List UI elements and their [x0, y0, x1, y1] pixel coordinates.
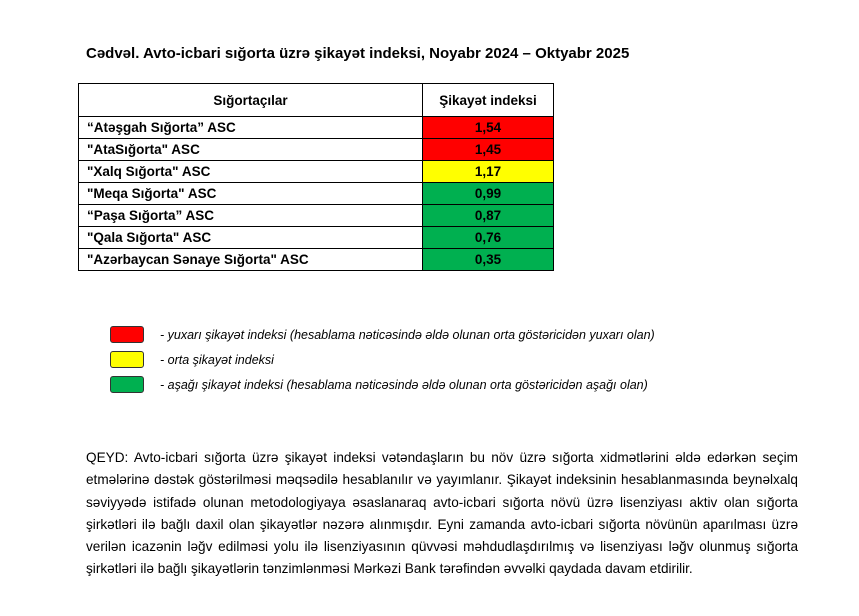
legend-label-high: - yuxarı şikayət indeksi (hesablama nəticəsində əldə olunan orta göstəricidən yuxarı olan) — [160, 327, 655, 342]
legend-swatch-yellow — [110, 351, 144, 368]
insurer-name: "Qala Sığorta" ASC — [79, 227, 423, 249]
table-row — [79, 161, 554, 183]
table-row — [79, 249, 554, 271]
legend-item-high — [110, 322, 655, 347]
index-value: 1,45 — [423, 139, 554, 161]
index-value: 0,35 — [423, 249, 554, 271]
insurer-name: “Paşa Sığorta” ASC — [79, 205, 423, 227]
table-row — [79, 139, 554, 161]
table-title: Cədvəl. Avto-icbari sığorta üzrə şikayət indeksi, Noyabr 2024 – Oktyabr 2025 — [86, 45, 630, 62]
table-row — [79, 227, 554, 249]
table-row — [79, 117, 554, 139]
index-value: 0,99 — [423, 183, 554, 205]
insurer-name: "Xalq Sığorta" ASC — [79, 161, 423, 183]
legend-swatch-green — [110, 376, 144, 393]
index-value: 0,76 — [423, 227, 554, 249]
legend-label-low: - aşağı şikayət indeksi (hesablama nəticəsində əldə olunan orta göstəricidən aşağı olan) — [160, 377, 648, 392]
table-header-row — [79, 84, 554, 117]
header-complaint-index: Şikayət indeksi — [423, 84, 554, 117]
legend-swatch-red — [110, 326, 144, 343]
header-insurers: Sığortaçılar — [79, 84, 423, 117]
color-legend — [110, 322, 655, 397]
insurer-name: "AtaSığorta" ASC — [79, 139, 423, 161]
complaint-index-table — [78, 83, 554, 271]
legend-item-low — [110, 372, 655, 397]
legend-label-medium: - orta şikayət indeksi — [160, 352, 274, 367]
index-value: 0,87 — [423, 205, 554, 227]
table-row — [79, 205, 554, 227]
insurer-name: "Meqa Sığorta" ASC — [79, 183, 423, 205]
insurer-name: "Azərbaycan Sənaye Sığorta" ASC — [79, 249, 423, 271]
note-paragraph: QEYD: Avto-icbari sığorta üzrə şikayət indeksi vətəndaşların bu növ üzrə sığorta xidmətlərini əldə edərkən seçim etmələrinə dəstək göstərilməsi məqsədilə hesablanılır və yayımlanır. Şikayət indeksinin hesablanmasında beynəlxalq səviyyədə istifadə olunan metodologiyaya əsaslanaraq avto-icbari sığorta növü üzrə lisenziyası aktiv olan sığorta şirkətləri ilə bağlı daxil olan şikayətlər nəzərə alınmışdır. Eyni zamanda avto-icbari sığorta növünün aparılması üzrə verilən icazənin ləğv edilməsi yolu ilə lisenziyasının qüvvəsi məhdudlaşdırılmış və lisenziyası ləğv olunmuş sığorta şirkətləri ilə bağlı şikayətlərin tənzimlənməsi Mərkəzi Bank tərəfindən əvvəlki qaydada davam etdirilir. — [86, 450, 798, 577]
legend-item-medium — [110, 347, 655, 372]
table-row — [79, 183, 554, 205]
index-value: 1,54 — [423, 117, 554, 139]
index-value: 1,17 — [423, 161, 554, 183]
insurer-name: “Atəşgah Sığorta” ASC — [79, 117, 423, 139]
